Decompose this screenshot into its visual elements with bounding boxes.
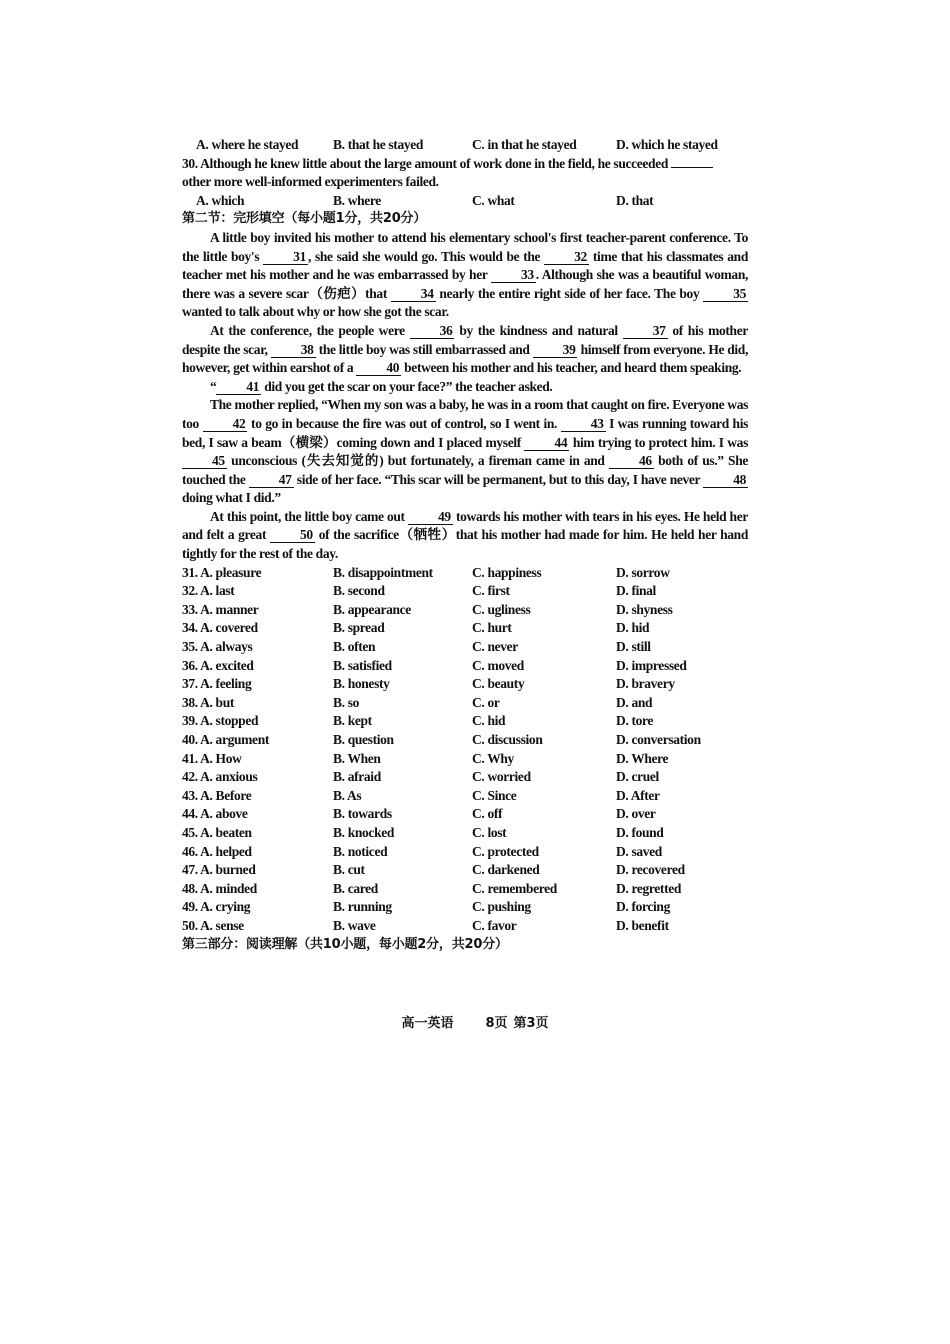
option-row-49 [182, 898, 748, 917]
option-40-d: D. conversation [616, 732, 701, 747]
option-46-c: C. protected [472, 843, 539, 859]
option-44-d: D. over [616, 806, 656, 822]
exam-page [182, 136, 748, 954]
option-row-50 [182, 917, 748, 936]
option-50-a: 50. A. sense [182, 917, 244, 933]
option-50-c: C. favor [472, 917, 517, 933]
option-37-c: C. beauty [472, 676, 525, 692]
blank-31: 31 [263, 250, 308, 265]
option-row-36 [182, 657, 748, 676]
option-48-d: D. regretted [616, 880, 682, 896]
option-row-37 [182, 675, 748, 694]
option-row-35 [182, 638, 748, 657]
blank-36: 36 [410, 324, 455, 339]
option-38-d: D. and [616, 694, 653, 710]
blank-32: 32 [544, 250, 589, 265]
blank-37: 37 [623, 324, 668, 339]
option-32-c: C. first [472, 583, 510, 599]
option-34-b: B. spread [333, 620, 385, 636]
q30-option-b: B. where [333, 192, 381, 208]
blank-38: 38 [271, 343, 316, 358]
footer-subject: 高一英语 [401, 1016, 454, 1031]
option-42-c: C. worried [472, 769, 531, 785]
option-38-a: 38. A. but [182, 694, 235, 710]
q30-option-d: D. that [616, 192, 654, 208]
option-33-b: B. appearance [333, 601, 411, 617]
option-35-a: 35. A. always [182, 639, 253, 655]
option-36-b: B. satisfied [333, 657, 392, 673]
footer-pages: 8页 [485, 1016, 508, 1031]
option-35-c: C. never [472, 639, 518, 655]
option-row-48 [182, 880, 748, 899]
q30-stem: 30. Although he knew little about the large amount of work done in the field, he succeeded [182, 155, 748, 174]
option-36-a: 36. A. excited [182, 657, 254, 673]
q29-option-b: B. that he stayed [333, 137, 424, 152]
blank-47: 47 [249, 473, 294, 488]
option-35-d: D. still [616, 639, 651, 655]
blank-43: 43 [561, 417, 606, 432]
option-40-a: 40. A. argument [182, 732, 269, 747]
passage-paragraph-1: A little boy invited his mother to attend his elementary school's first teacher-parent conference. To the little boy's 31 , she said she would go. This would be the 32 time that his classmates and teacher met his mother and he was embarrassed by her 33 . Although she was a beautiful woman, there was a severe scar（伤疤）that 34 nearly the entire right side of her face. The boy 35 wanted to talk about why or how she got the scar. [182, 229, 748, 320]
option-39-b: B. kept [333, 713, 372, 729]
option-50-b: B. wave [333, 917, 376, 933]
passage-paragraph-5: At this point, the little boy came out 49 towards his mother with tears in his eyes. He held her and felt a great 50 of the sacrifice（牺牲）that his mother had made for him. He held her hand tightly for the rest of the day. [182, 508, 748, 562]
option-39-d: D. tore [616, 713, 654, 729]
option-row-31 [182, 564, 748, 583]
passage-paragraph-2: At the conference, the people were 36 by the kindness and natural 37 of his mother despite the scar, 38 the little boy was still embarrassed and 39 himself from everyone. He did, however, get within earshot of a 40 between his mother and his teacher, and heard them speaking. [182, 322, 748, 376]
option-42-b: B. afraid [333, 769, 381, 785]
option-31-c: C. happiness [472, 564, 542, 580]
option-49-c: C. pushing [472, 899, 531, 915]
option-33-c: C. ugliness [472, 601, 531, 617]
option-37-b: B. honesty [333, 676, 390, 692]
blank-49: 49 [408, 510, 453, 525]
option-45-d: D. found [616, 824, 664, 840]
blank-48: 48 [703, 473, 748, 488]
option-47-a: 47. A. burned [182, 862, 256, 878]
q30-blank [671, 155, 713, 168]
option-41-d: D. Where [616, 750, 669, 766]
option-43-a: 43. A. Before [182, 787, 252, 803]
blank-42: 42 [203, 417, 248, 432]
section3-title: 第三部分：阅读理解（共10小题，每小题2分，共20分） [182, 936, 508, 952]
blank-44: 44 [524, 436, 569, 451]
option-45-c: C. lost [472, 824, 507, 840]
option-row-33 [182, 601, 748, 620]
option-46-a: 46. A. helped [182, 843, 252, 859]
option-38-b: B. so [333, 694, 360, 710]
option-40-c: C. discussion [472, 732, 543, 747]
passage-paragraph-4: The mother replied, “When my son was a baby, he was in a room that caught on fire. Everyone was too 42 to go in because the fire was out of control, so I went in. 43 I was running toward his bed, I saw a beam（横梁）coming down and I placed myself 44 him trying to protect him. I was 45 unconscious (失去知觉的) but fortunately, a fireman came in and 46 both of us.” She touched the 47 side of her face. “This scar will be permanent, but to this day, I have never 48 doing what I did.” [182, 397, 749, 506]
option-49-a: 49. A. crying [182, 899, 251, 915]
option-46-d: D. saved [616, 843, 662, 859]
option-35-b: B. often [333, 639, 376, 655]
q29-option-c: C. in that he stayed [472, 137, 577, 152]
option-row-44 [182, 805, 748, 824]
option-34-c: C. hurt [472, 620, 512, 636]
option-43-b: B. As [333, 787, 362, 803]
blank-33: 33 [491, 268, 536, 283]
option-31-b: B. disappointment [333, 564, 433, 580]
option-row-32 [182, 582, 748, 601]
option-31-a: 31. A. pleasure [182, 564, 262, 580]
option-38-c: C. or [472, 694, 500, 710]
q29-option-a: A. where he stayed [196, 137, 299, 152]
blank-34: 34 [391, 287, 436, 302]
q29-options [182, 136, 748, 155]
option-49-b: B. running [333, 899, 392, 915]
option-45-a: 45. A. beaten [182, 824, 252, 840]
option-44-b: B. towards [333, 806, 392, 822]
option-row-40 [182, 731, 748, 750]
option-34-a: 34. A. covered [182, 620, 258, 636]
option-41-c: C. Why [472, 750, 514, 766]
option-47-d: D. recovered [616, 862, 685, 878]
option-row-47 [182, 861, 748, 880]
option-32-b: B. second [333, 583, 385, 599]
blank-50: 50 [270, 528, 315, 543]
option-40-b: B. question [333, 732, 394, 747]
option-33-d: D. shyness [616, 601, 673, 617]
option-42-d: D. cruel [616, 769, 659, 785]
option-48-a: 48. A. minded [182, 880, 257, 896]
option-row-39 [182, 712, 748, 731]
option-44-a: 44. A. above [182, 806, 248, 822]
blank-39: 39 [533, 343, 578, 358]
blank-41: 41 [216, 380, 261, 395]
q30-option-a: A. which [196, 192, 245, 208]
option-row-41 [182, 750, 748, 769]
blank-45: 45 [182, 454, 227, 469]
blank-46: 46 [609, 454, 654, 469]
option-46-b: B. noticed [333, 843, 388, 859]
q30-options [182, 192, 748, 211]
option-33-a: 33. A. manner [182, 601, 259, 617]
option-36-d: D. impressed [616, 657, 687, 673]
option-49-d: D. forcing [616, 899, 670, 915]
option-34-d: D. hid [616, 620, 650, 636]
option-47-c: C. darkened [472, 862, 540, 878]
option-47-b: B. cut [333, 862, 365, 878]
blank-35: 35 [703, 287, 748, 302]
option-row-43 [182, 787, 748, 806]
option-37-a: 37. A. feeling [182, 676, 252, 692]
option-32-a: 32. A. last [182, 583, 235, 599]
option-44-c: C. off [472, 806, 503, 822]
cloze-options-list [182, 564, 748, 936]
option-32-d: D. final [616, 583, 656, 599]
option-48-c: C. remembered [472, 880, 557, 896]
option-41-a: 41. A. How [182, 750, 242, 766]
option-row-34 [182, 619, 748, 638]
option-50-d: D. benefit [616, 917, 669, 933]
q29-option-d: D. which he stayed [616, 137, 718, 152]
option-row-45 [182, 824, 748, 843]
blank-40: 40 [356, 361, 401, 376]
option-31-d: D. sorrow [616, 564, 670, 580]
option-36-c: C. moved [472, 657, 524, 673]
option-45-b: B. knocked [333, 824, 395, 840]
option-row-42 [182, 768, 748, 787]
q30-option-c: C. what [472, 192, 515, 208]
option-row-46 [182, 843, 748, 862]
section2-title: 第二节：完形填空（每小题1分，共20分） [182, 211, 427, 227]
option-43-c: C. Since [472, 787, 517, 803]
option-39-a: 39. A. stopped [182, 713, 259, 729]
option-row-38 [182, 694, 748, 713]
passage-paragraph-3: “ 41 did you get the scar on your face?” the teacher asked. [210, 378, 553, 394]
q30-stem-end: other more well-informed experimenters failed. [182, 174, 439, 190]
option-48-b: B. cared [333, 880, 378, 896]
option-43-d: D. After [616, 787, 660, 803]
option-39-c: C. hid [472, 713, 506, 729]
option-42-a: 42. A. anxious [182, 769, 258, 785]
option-41-b: B. When [333, 750, 381, 766]
footer-current-page: 第3页 [513, 1016, 549, 1031]
option-37-d: D. bravery [616, 676, 675, 692]
page-footer [0, 1012, 950, 1031]
